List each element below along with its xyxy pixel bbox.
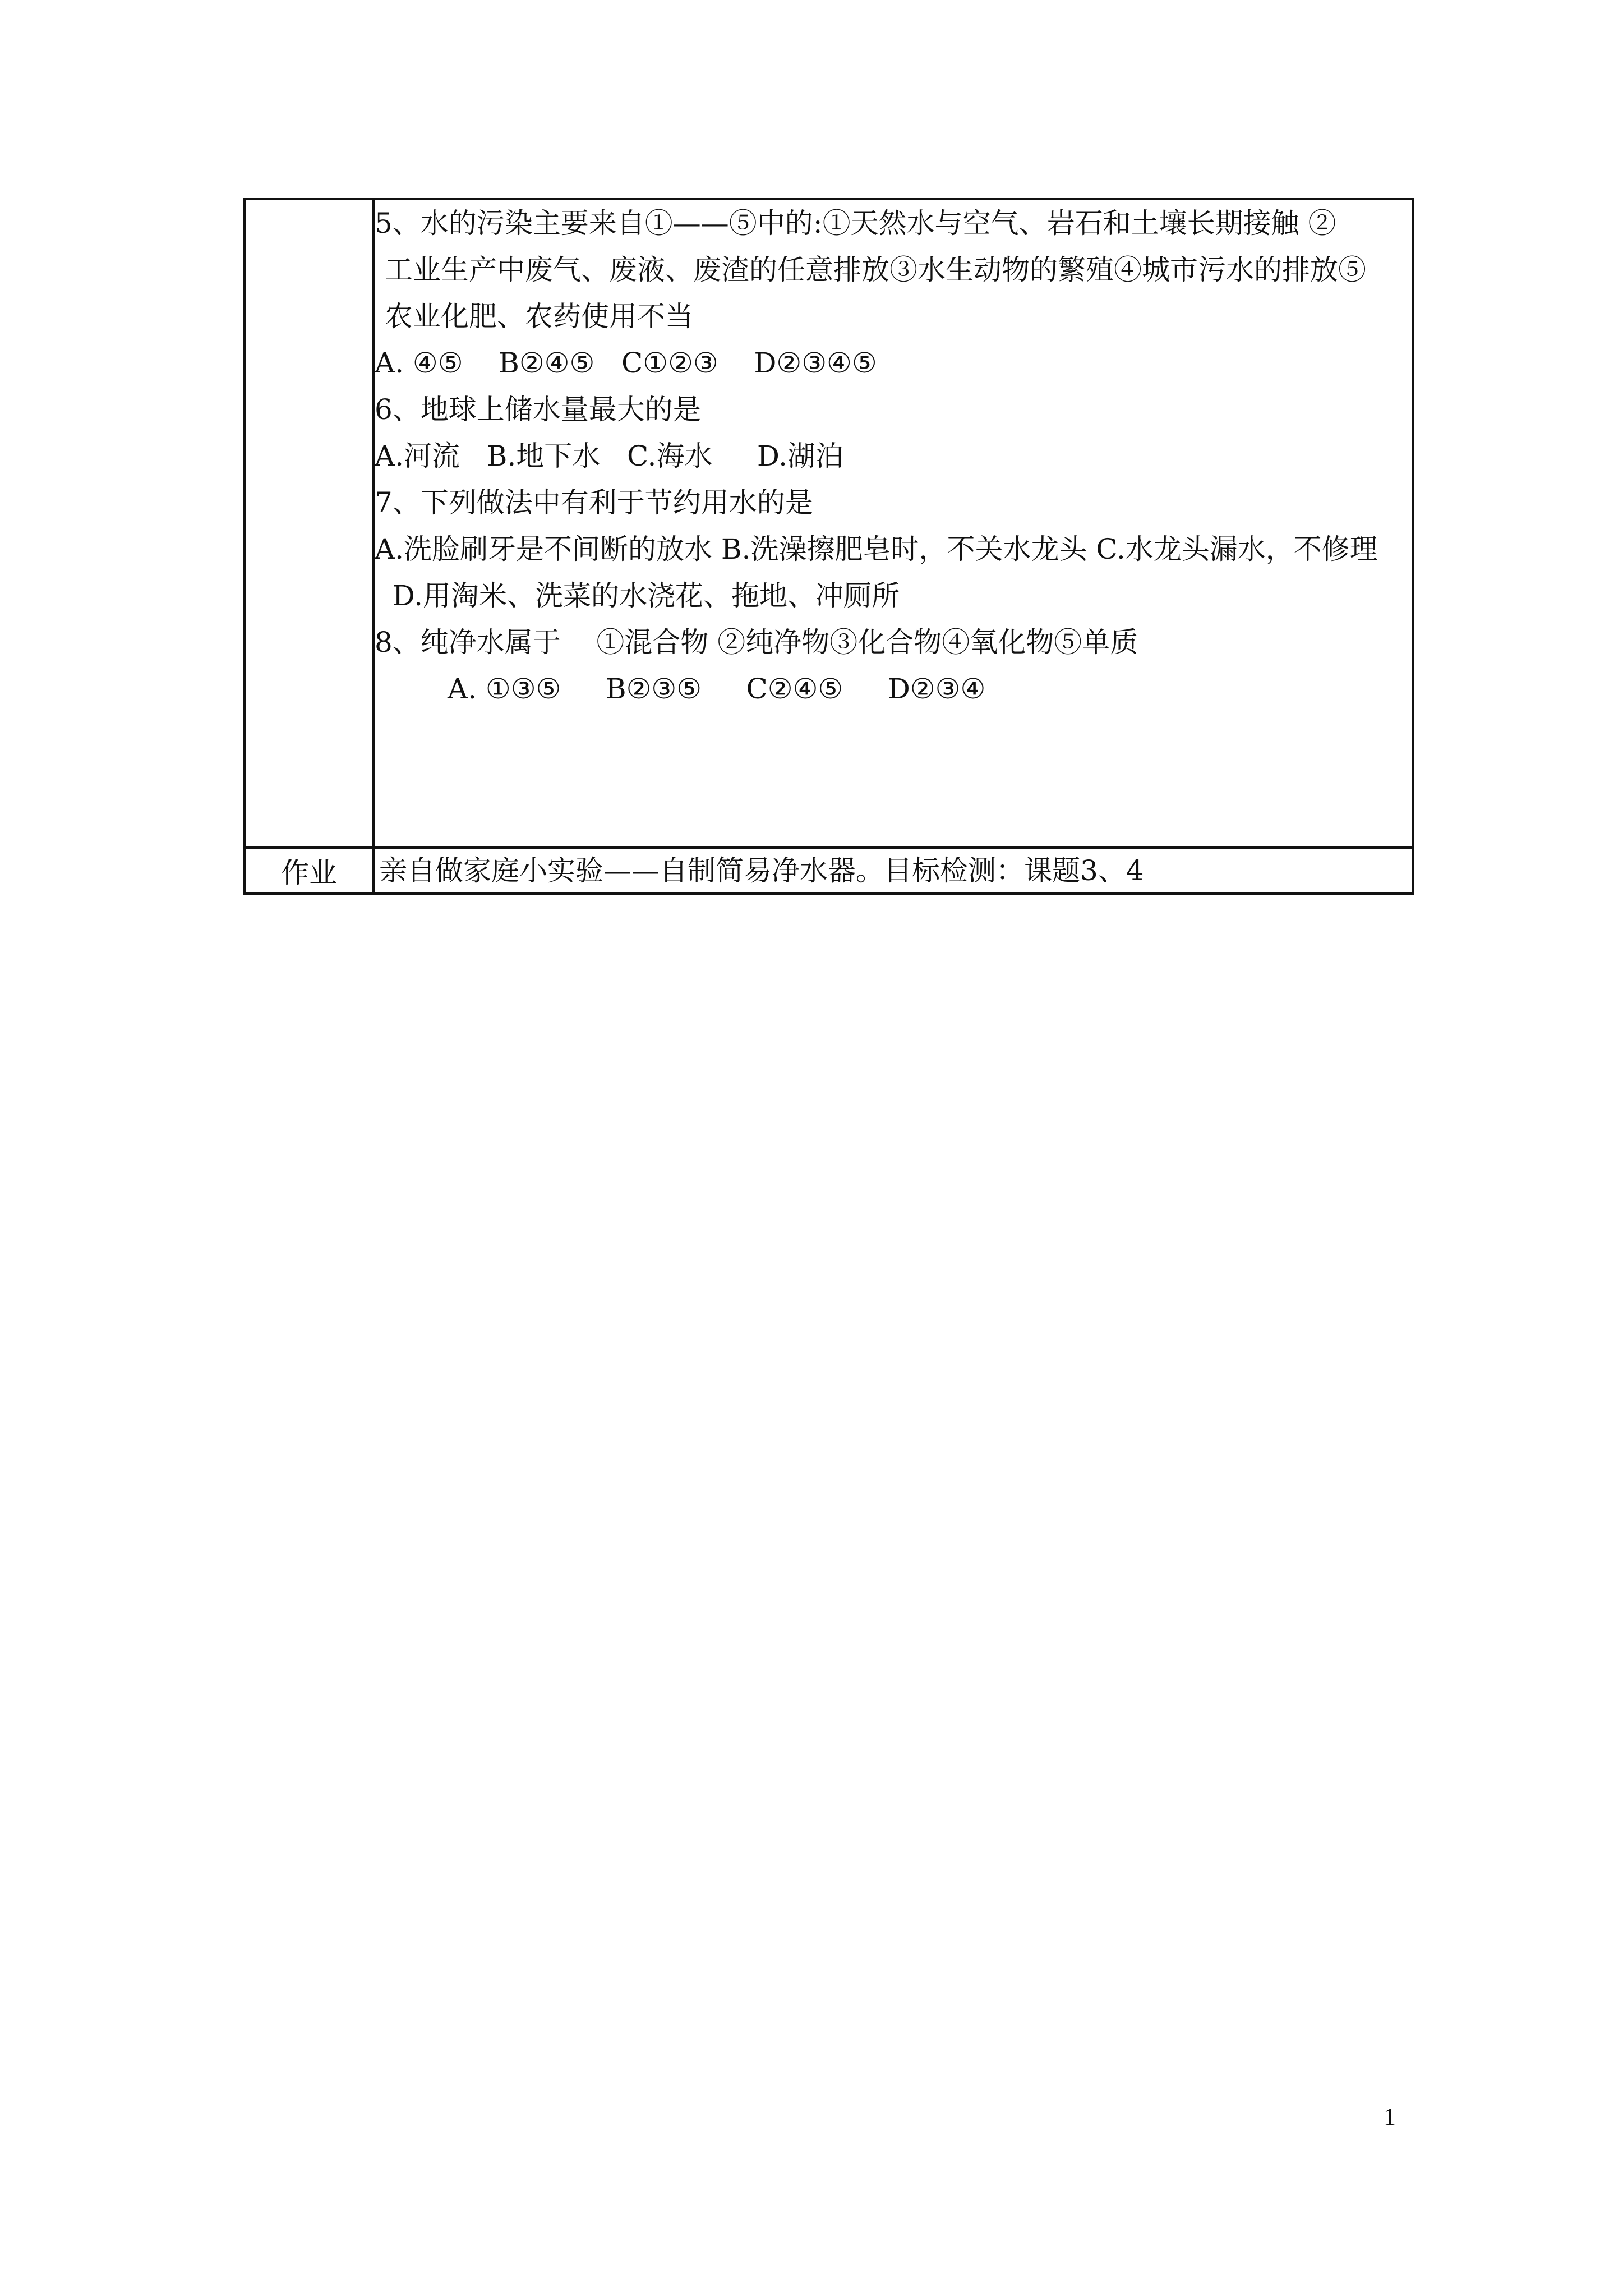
homework-text: 亲自做家庭小实验——自制简易净水器。目标检测：课题3、4 [374,848,1413,894]
question-7-options-line-2: D.用淘米、洗菜的水浇花、拖地、冲厕所 [375,579,900,612]
question-8-stem: 8、纯净水属于 ①混合物 ②纯净物③化合物④氧化物⑤单质 [375,626,1138,659]
question-5-line-3: 农业化肥、农药使用不当 [385,300,693,333]
question-5-line-1: 5、水的污染主要来自①——⑤中的:①天然水与空气、岩石和土壤长期接触 ② [375,207,1336,240]
page-number: 1 [1384,2103,1396,2131]
question-8-options: A. ①③⑤ B②③⑤ C②④⑤ D②③④ [448,673,986,705]
homework-row [245,848,1413,894]
exercise-row [245,199,1413,848]
question-5-options: A. ④⑤ B②④⑤ C①②③ D②③④⑤ [375,347,877,379]
question-7-options-line-1: A.洗脸刷牙是不间断的放水 B.洗澡擦肥皂时，不关水龙头 C.水龙头漏水，不修理 [375,533,1378,565]
lesson-table [243,198,1414,895]
exercise-content-cell [374,199,1413,848]
question-5-line-2: 工业生产中废气、废液、废渣的任意排放③水生动物的繁殖④城市污水的排放⑤ [385,254,1366,286]
question-7-stem: 7、下列做法中有利于节约用水的是 [375,486,813,519]
exercise-label-cell [245,199,374,848]
homework-label: 作业 [245,848,374,894]
question-6-options: A.河流 B.地下水 C.海水 D.湖泊 [375,440,844,472]
question-6-stem: 6、地球上储水量最大的是 [375,393,701,426]
